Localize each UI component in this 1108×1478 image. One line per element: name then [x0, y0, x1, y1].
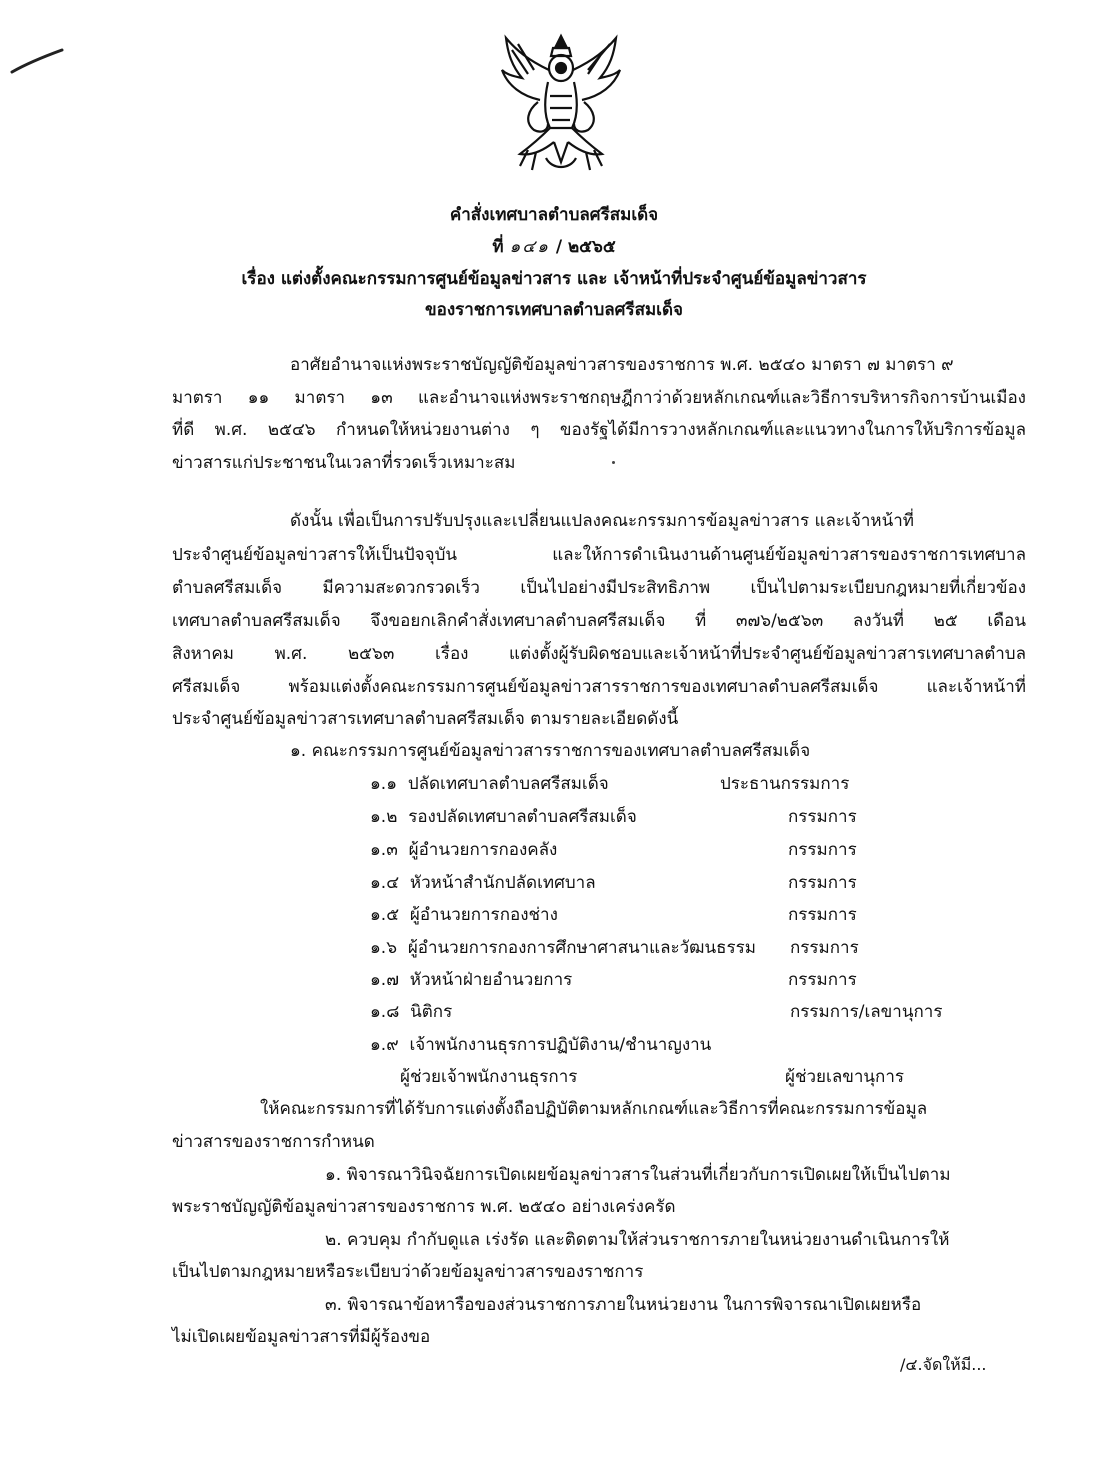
- member-role: กรรมการ: [788, 905, 857, 925]
- list-item: ๑.๙ เจ้าพนักงานธุรการปฏิบัติงาน/ชำนาญงาน: [370, 1035, 712, 1055]
- number-prefix: ที่: [492, 237, 504, 257]
- para2-line: ตำบลศรีสมเด็จ มีความสะดวกรวดเร็ว เป็นไปอย่างมีประสิทธิภาพ เป็นไปตามระเบียบกฎหมายที่เกี่ยวข้อง: [172, 578, 1026, 598]
- list-item: ๑.๒ รองปลัดเทศบาลตำบลศรีสมเด็จ: [370, 807, 637, 827]
- list-item: ๑.๔ หัวหน้าสำนักปลัดเทศบาล: [370, 873, 596, 893]
- member-role: กรรมการ: [790, 938, 859, 958]
- continuation-marker: /๔.จัดให้มี...: [900, 1355, 987, 1374]
- para2-line: ศรีสมเด็จ พร้อมแต่งตั้งคณะกรรมการศูนย์ข้อมูลข่าวสารราชการของเทศบาลตำบลศรีสมเด็จ และเจ้าหน้าที่: [172, 677, 1026, 697]
- para2-line: เทศบาลตำบลศรีสมเด็จ จึงขอยกเลิกคำสั่งเทศบาลตำบลศรีสมเด็จ ที่ ๓๗๖/๒๕๖๓ ลงวันที่ ๒๕ เดือน: [172, 611, 1026, 631]
- duty-item: ๓. พิจารณาข้อหารือของส่วนราชการภายในหน่วยงาน ในการพิจารณาเปิดเผยหรือ: [325, 1295, 922, 1315]
- member-role: กรรมการ: [788, 807, 857, 827]
- list-item: ๑.๑ ปลัดเทศบาลตำบลศรีสมเด็จ: [370, 774, 609, 794]
- para1-line: อาศัยอำนาจแห่งพระราชบัญญัติข้อมูลข่าวสารของราชการ พ.ศ. ๒๕๔๐ มาตรา ๗ มาตรา ๙: [290, 355, 954, 375]
- para1-line: มาตรา ๑๑ มาตรา ๑๓ และอำนาจแห่งพระราชกฤษฎีกาว่าด้วยหลักเกณฑ์และวิธีการบริหารกิจการบ้านเมือง: [172, 388, 1026, 408]
- duty-intro-line: ให้คณะกรรมการที่ได้รับการแต่งตั้งถือปฏิบัติตามหลักเกณฑ์และวิธีการที่คณะกรรมการข้อมูล: [260, 1099, 928, 1119]
- member-role: กรรมการ: [788, 840, 857, 860]
- pen-mark-icon: [8, 40, 68, 80]
- duty-item-cont: ไม่เปิดเผยข้อมูลข่าวสารที่มีผู้ร้องขอ: [172, 1327, 431, 1347]
- member-name-line2: ผู้ช่วยเจ้าพนักงานธุรการ: [400, 1067, 578, 1087]
- list-item: ๑.๘ นิติกร: [370, 1002, 453, 1022]
- list-item: ๑.๗ หัวหน้าฝ่ายอำนวยการ: [370, 970, 573, 990]
- document-title: คำสั่งเทศบาลตำบลศรีสมเด็จ: [449, 205, 659, 225]
- list-item: ๑.๕ ผู้อำนวยการกองช่าง: [370, 905, 558, 925]
- duty-intro-line: ข่าวสารของราชการกำหนด: [172, 1132, 375, 1152]
- member-role: ผู้ช่วยเลขานุการ: [785, 1067, 904, 1087]
- number-handwritten: ๑๔๑: [509, 237, 550, 257]
- duty-item-cont: เป็นไปตามกฎหมายหรือระเบียบว่าด้วยข้อมูลข่าวสารของราชการ: [172, 1262, 644, 1282]
- duty-item: ๑. พิจารณาวินิจฉัยการเปิดเผยข้อมูลข่าวสารในส่วนที่เกี่ยวกับการเปิดเผยให้เป็นไปตาม: [325, 1165, 951, 1185]
- para2-line: ประจำศูนย์ข้อมูลข่าวสารเทศบาลตำบลศรีสมเด็จ ตามรายละเอียดดังนี้: [172, 709, 679, 729]
- member-role: กรรมการ/เลขานุการ: [790, 1002, 943, 1022]
- para2-line: สิงหาคม พ.ศ. ๒๕๖๓ เรื่อง แต่งตั้งผู้รับผิดชอบและเจ้าหน้าที่ประจำศูนย์ข้อมูลข่าวสารเทศบาลตำบล: [172, 644, 1026, 664]
- subject-line-2: ของราชการเทศบาลตำบลศรีสมเด็จ: [425, 300, 683, 320]
- para2-line: ดังนั้น เพื่อเป็นการปรับปรุงและเปลี่ยนแปลงคณะกรรมการข้อมูลข่าวสาร และเจ้าหน้าที่: [290, 511, 914, 531]
- duty-item-cont: พระราชบัญญัติข้อมูลข่าวสารของราชการ พ.ศ. ๒๕๔๐ อย่างเคร่งครัด: [172, 1197, 676, 1217]
- para1-line: ที่ดี พ.ศ. ๒๕๔๖ กำหนดให้หน่วยงานต่าง ๆ ของรัฐได้มีการวางหลักเกณฑ์และแนวทางในการให้บริการข้อมูล: [172, 420, 1026, 440]
- committee-heading: ๑. คณะกรรมการศูนย์ข้อมูลข่าวสารราชการของเทศบาลตำบลศรีสมเด็จ: [290, 741, 811, 761]
- list-item: ๑.๓ ผู้อำนวยการกองคลัง: [370, 840, 558, 860]
- document-number: [0, 235, 1108, 259]
- subject-line-1: เรื่อง แต่งตั้งคณะกรรมการศูนย์ข้อมูลข่าวสาร และ เจ้าหน้าที่ประจำศูนย์ข้อมูลข่าวสาร: [241, 269, 867, 289]
- garuda-emblem-icon: [498, 30, 624, 180]
- speck: [612, 461, 615, 464]
- member-role: กรรมการ: [788, 970, 857, 990]
- number-year: / ๒๕๖๕: [555, 237, 616, 257]
- para1-line: ข่าวสารแก่ประชาชนในเวลาที่รวดเร็วเหมาะสม: [172, 453, 516, 473]
- duty-item: ๒. ควบคุม กำกับดูแล เร่งรัด และติดตามให้ส่วนราชการภายในหน่วยงานดำเนินการให้: [325, 1230, 950, 1250]
- para2-line: ประจำศูนย์ข้อมูลข่าวสารให้เป็นปัจจุบัน และให้การดำเนินงานด้านศูนย์ข้อมูลข่าวสารของราชการเทศบาล: [172, 545, 1026, 565]
- member-role: กรรมการ: [788, 873, 857, 893]
- member-role: ประธานกรรมการ: [720, 774, 850, 794]
- list-item: ๑.๖ ผู้อำนวยการกองการศึกษาศาสนาและวัฒนธรรม: [370, 938, 756, 958]
